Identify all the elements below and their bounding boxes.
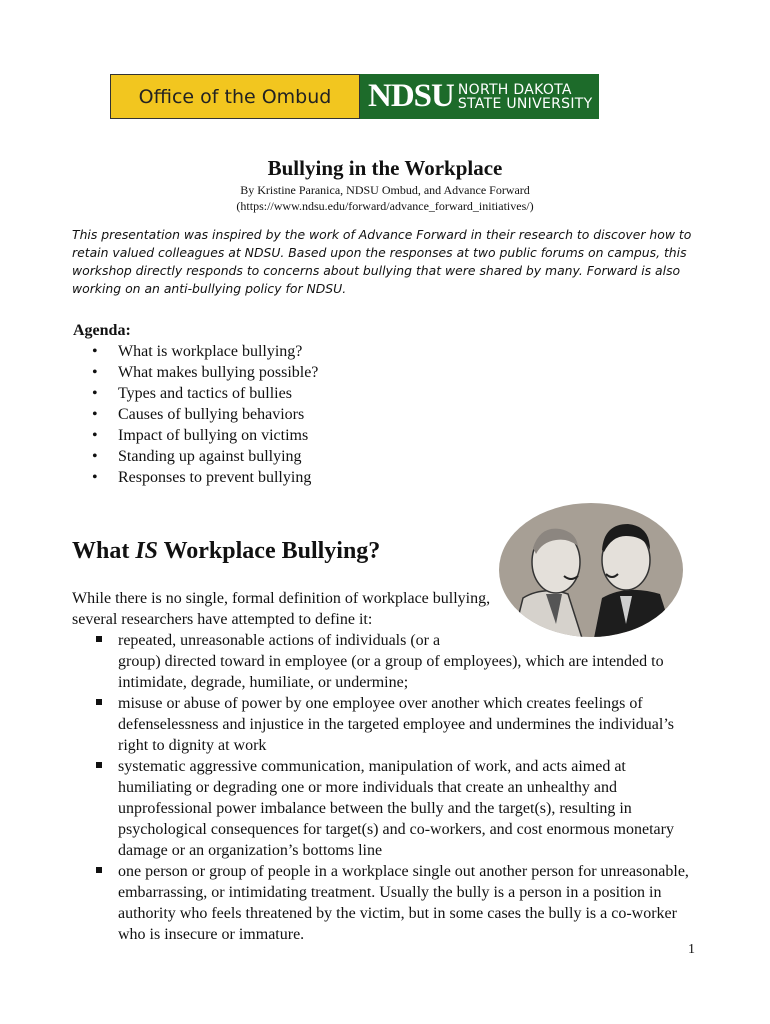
byline-url: (https://www.ndsu.edu/forward/advance_forward_initiatives/) [236, 199, 534, 213]
ndsu-logo [360, 74, 599, 119]
bullet-icon: • [92, 406, 98, 423]
agenda [73, 320, 473, 488]
definition-item: misuse or abuse of power by one employee over another which creates feelings of defenselessness and injustice in the targeted employee and undermines the individual’s right to dignity at work [72, 693, 702, 756]
definition-list [72, 630, 702, 945]
section-intro: While there is no single, formal definition of workplace bullying, several researchers have attempted to define it: [72, 590, 491, 628]
office-label: Office of the Ombud [110, 74, 360, 119]
agenda-item: • Types and tactics of bullies [92, 385, 292, 402]
agenda-list [73, 341, 473, 488]
agenda-item: • What makes bullying possible? [92, 364, 319, 381]
university-name-line1: NORTH DAKOTA [457, 81, 572, 98]
arguing-men-clipart [498, 502, 684, 638]
bullet-icon: • [92, 469, 98, 486]
ndsu-wordmark: NDSU [368, 78, 454, 114]
page-number: 1 [688, 942, 695, 957]
bullet-icon: • [92, 448, 98, 465]
agenda-item: • Causes of bullying behaviors [92, 406, 305, 423]
header-banner [110, 74, 599, 119]
square-bullet-icon [96, 762, 102, 768]
byline-authors: By Kristine Paranica, NDSU Ombud, and Advance Forward [240, 183, 530, 197]
agenda-item: • Standing up against bullying [92, 448, 302, 465]
agenda-item: • Impact of bullying on victims [92, 427, 309, 444]
intro-paragraph: This presentation was inspired by the work of Advance Forward in their research to discover how to retain valued colleagues at NDSU. Based upon the responses at two public forums on campus, this workshop directly responds to concerns about bullying that were shared by many. Forward is also working on an anti-bullying policy for NDSU. [72, 227, 692, 296]
byline [0, 182, 770, 214]
bullet-icon: • [92, 343, 98, 360]
square-bullet-icon [96, 699, 102, 705]
agenda-item: • What is workplace bullying? [92, 343, 303, 360]
square-bullet-icon [96, 867, 102, 873]
bullet-icon: • [92, 364, 98, 381]
definition-item: systematic aggressive communication, manipulation of work, and acts aimed at humiliating or degrading one or more individuals that create an unhealthy and unprofessional power imbalance between the bully and the target(s), resulting in psychological consequences for target(s) and co-workers, and cost enormous monetary damage or an organization’s bottoms line [72, 756, 702, 861]
definition-item: repeated, unreasonable actions of individuals (or a group) directed toward in employee (or a group of employees), which are intended to intimidate, degrade, humiliate, or undermine; [72, 630, 702, 693]
agenda-item: • Responses to prevent bullying [92, 469, 312, 486]
university-name-line2: STATE UNIVERSITY [457, 95, 593, 112]
square-bullet-icon [96, 636, 102, 642]
document-title: Bullying in the Workplace [267, 156, 503, 180]
bullet-icon: • [92, 427, 98, 444]
definition-item: one person or group of people in a workplace single out another person for unreasonable, embarrassing, or intimidating treatment. Usually the bully is a person in a position in authority who feels threatened by the victim, but in some cases the bully is a co-worker who is insecure or immature. [72, 861, 702, 945]
bullet-icon: • [92, 385, 98, 402]
university-name [458, 83, 593, 111]
section-heading: What IS Workplace Bullying? [72, 538, 381, 564]
agenda-title: Agenda: [73, 322, 131, 339]
